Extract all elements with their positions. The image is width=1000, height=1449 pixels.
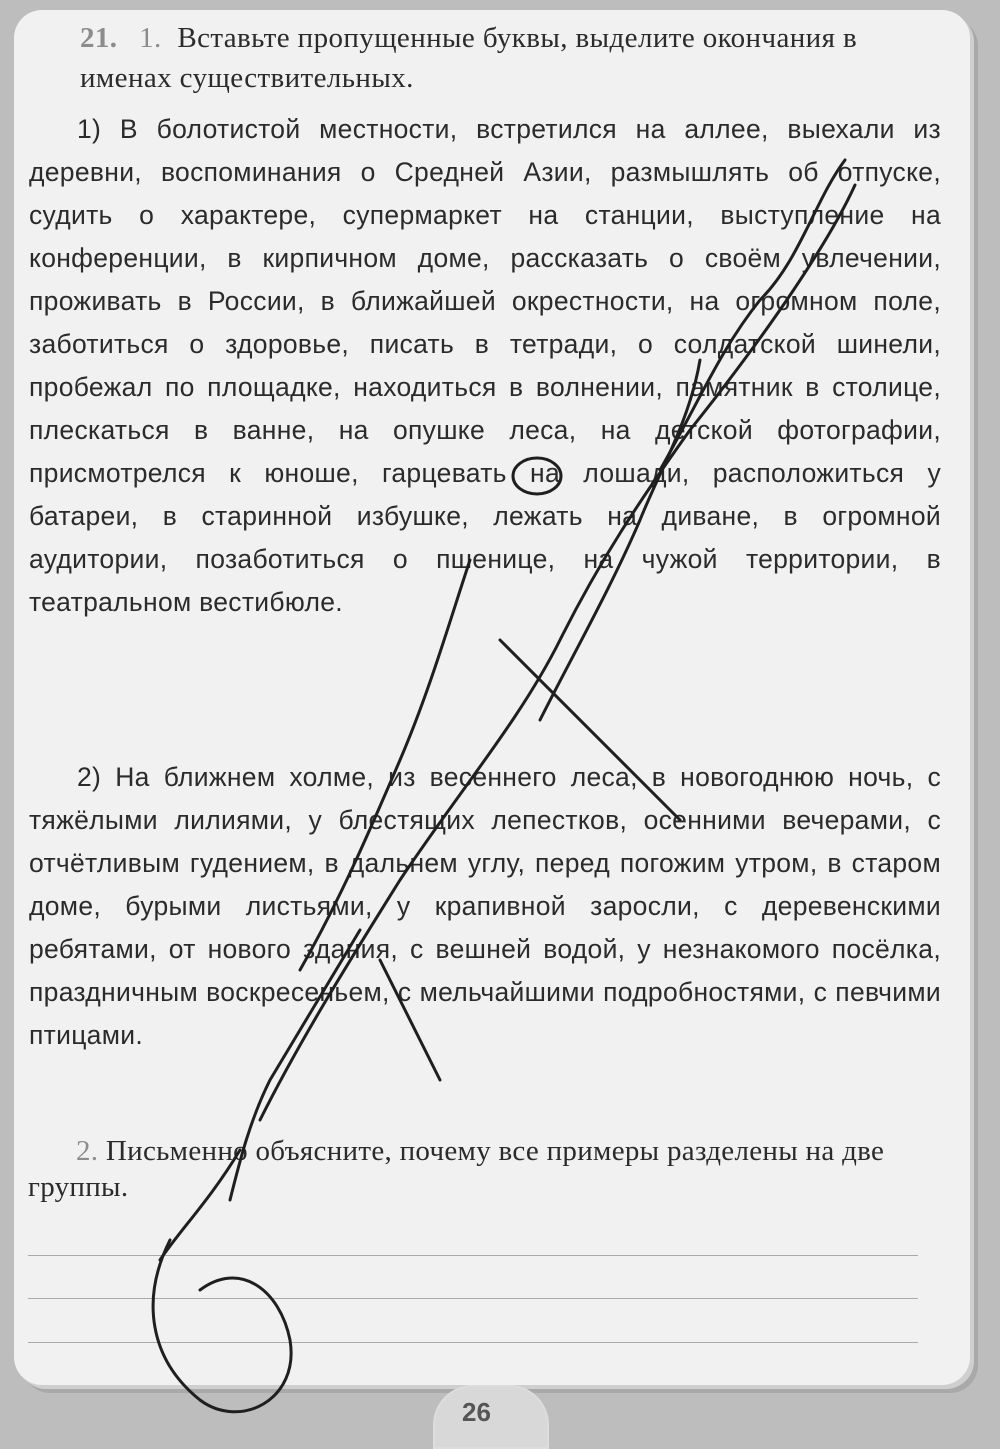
group-1-text: В болотистой местности, встретился на аллее, выехали из деревни, воспоминания о Средней Азии, размышлять об отпуске, судить о характере, супермаркет на станции, выступление на конференции, в кирпичном доме, рассказать о своём увлечении, проживать в России, в ближайшей окрестности, на огромном поле, заботиться о здоровье, писать в тетради, о солдатской шинели, пробежал по площадке, находиться в волнении, памятник в столице, плескаться в ванне, на опушке леса, на детской фотографии, присмотрелся к юноше, гарцевать на лошади, расположиться у батареи, в старинной избушке, лежать на диване, в огромной аудитории, позаботиться о пшенице, на чужой территории, в театральном вестибюле. — [29, 114, 941, 617]
subtask-number: 1. — [139, 22, 162, 54]
page-number-tab — [433, 1385, 549, 1449]
exercise-number: 21. — [80, 22, 118, 54]
group-2-text: На ближнем холме, из весеннего леса, в новогоднюю ночь, с тяжёлыми лилиями, у блестящих лепестков, осенними вечерами, с отчётливым гудением, в дальнем углу, перед погожим утром, в старом доме, бурыми листьями, у крапивной заросли, с деревенскими ребятами, от нового здания, с вешней водой, у незнакомого посёлка, праздничным воскресеньем, с мельчайшими подробностями, с певчими птицами. — [29, 762, 941, 1050]
answer-line — [28, 1342, 918, 1343]
task-2-number: 2. — [76, 1135, 99, 1167]
group-1-label: 1) — [77, 114, 102, 144]
task-2 — [28, 1133, 943, 1205]
example-group-1 — [29, 108, 941, 624]
answer-line — [28, 1255, 918, 1256]
task-2-text: Письменно объясните, почему все примеры разделены на две группы. — [28, 1135, 885, 1203]
group-2-label: 2) — [77, 762, 102, 792]
answer-line — [28, 1298, 918, 1299]
exercise-instruction: Вставьте пропущенные буквы, выделите окончания в именах существительных. — [80, 22, 858, 94]
page-number: 26 — [462, 1397, 491, 1427]
exercise-header — [80, 18, 940, 98]
example-group-2 — [29, 756, 941, 1057]
